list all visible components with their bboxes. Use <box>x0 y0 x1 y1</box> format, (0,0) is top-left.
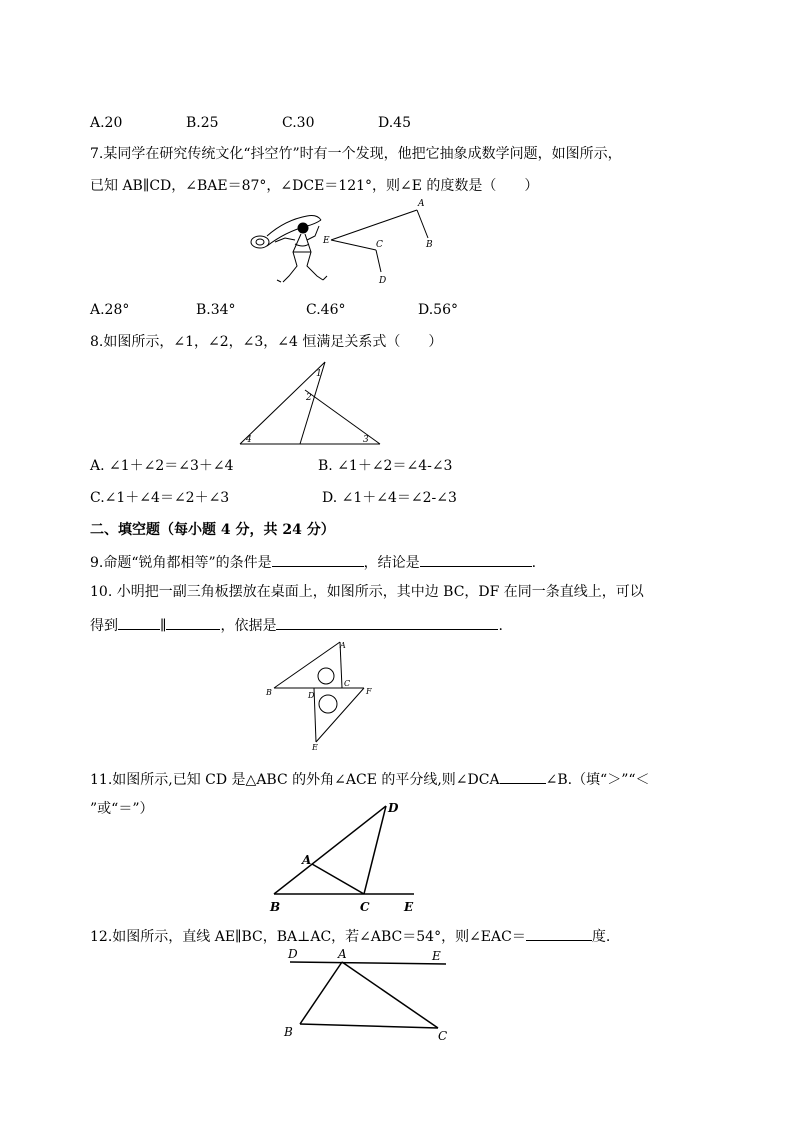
q7-option-b: B.34° <box>196 302 236 318</box>
q8-option-c: C.∠1＋∠4＝∠2＋∠3 <box>90 490 230 506</box>
q8-option-d: D. ∠1＋∠4＝∠2-∠3 <box>322 490 457 506</box>
q9-text-condition: 9.命题“锐角都相等”的条件是 <box>90 555 272 571</box>
q8-angle-1-label: 1 <box>316 369 322 379</box>
q6-option-a: A.20 <box>90 115 123 131</box>
q7-label-c: C <box>376 240 383 250</box>
q7-stem-line2: 已知 AB∥CD，∠BAE＝87°，∠DCE＝121°，则∠E 的度数是（ ） <box>90 178 539 194</box>
q12-label-b: B <box>284 1025 293 1039</box>
q6-option-d: D.45 <box>378 115 411 131</box>
q11-stem-line1 <box>90 768 650 790</box>
q10-label-e: E <box>312 743 318 752</box>
q8-figure <box>230 358 390 450</box>
q12-label-e: E <box>432 949 441 963</box>
kongzhu-performer-illustration <box>251 216 327 283</box>
q8-angle-2-label: 2 <box>306 393 312 403</box>
q10-text-basis: ，依据是 <box>220 618 277 634</box>
q11-label-a: A <box>302 853 312 867</box>
q12-label-c: C <box>438 1029 448 1043</box>
q10-parallel-symbol: ∥ <box>160 618 167 634</box>
q12-text: 12.如图所示，直线 AE∥BC，BA⊥AC，若∠ABC＝54°，则∠EAC＝ <box>90 929 526 945</box>
q12-blank[interactable] <box>526 925 592 941</box>
q10-label-f: F <box>366 687 372 696</box>
q10-figure <box>260 636 380 752</box>
q11-figure <box>266 798 426 916</box>
q10-blank-basis[interactable] <box>276 614 498 630</box>
q7-label-b: B <box>426 240 433 250</box>
q8-stem: 8.如图所示，∠1，∠2，∠3，∠4 恒满足关系式（ ） <box>90 334 443 350</box>
q11-text-fill-hint: ∠B.（填“＞”“＜ <box>545 772 650 788</box>
q11-stem-line2: ”或“＝”） <box>90 801 154 817</box>
q10-label-d: D <box>308 691 315 700</box>
q9-blank-conclusion[interactable] <box>420 551 532 567</box>
q7-option-d: D.56° <box>418 302 458 318</box>
q7-option-a: A.28° <box>90 302 130 318</box>
q12-text-unit: 度. <box>591 929 611 945</box>
q12-figure <box>282 944 458 1044</box>
q11-label-e: E <box>404 900 414 914</box>
q12-label-d: D <box>288 947 298 961</box>
q7-stem-line1: 7.某同学在研究传统文化“抖空竹”时有一个发现，他把它抽象成数学问题，如图所示， <box>90 146 622 162</box>
q10-label-c: C <box>344 679 351 688</box>
q10-blank-line1[interactable] <box>118 614 160 630</box>
q10-label-b: B <box>266 688 272 697</box>
section-2-heading: 二、填空题（每小题 4 分，共 24 分） <box>90 522 335 538</box>
q10-blank-line2[interactable] <box>166 614 220 630</box>
q9-period: . <box>531 555 537 571</box>
q11-label-c: C <box>360 900 370 914</box>
q7-label-e: E <box>323 236 330 246</box>
q11-blank[interactable] <box>500 768 546 784</box>
q11-label-b: B <box>270 900 281 914</box>
q7-label-a: A <box>418 199 425 209</box>
q9-text-conclusion: ，结论是 <box>363 555 420 571</box>
q11-label-d: D <box>388 801 399 815</box>
q7-figure <box>245 196 445 296</box>
q9-line <box>90 551 536 573</box>
q6-option-b: B.25 <box>186 115 219 131</box>
q10-text-get: 得到 <box>90 618 118 634</box>
q12-label-a: A <box>338 947 347 961</box>
q8-angle-3-label: 3 <box>363 435 369 445</box>
q11-text: 11.如图所示,已知 CD 是△ABC 的外角∠ACE 的平分线,则∠DCA <box>90 772 500 788</box>
q10-stem-line1: 10. 小明把一副三角板摆放在桌面上，如图所示，其中边 BC，DF 在同一条直线上，可以 <box>90 584 644 600</box>
q9-blank-condition[interactable] <box>272 551 364 567</box>
q7-label-d: D <box>379 276 387 286</box>
q10-label-a: A <box>340 641 346 650</box>
q6-option-c: C.30 <box>282 115 315 131</box>
q8-angle-4-label: 4 <box>246 435 252 445</box>
q10-period: . <box>498 618 503 634</box>
q8-option-a: A. ∠1＋∠2＝∠3＋∠4 <box>90 458 234 474</box>
q10-stem-line2 <box>90 614 503 636</box>
q8-option-b: B. ∠1＋∠2＝∠4-∠3 <box>318 458 453 474</box>
q7-option-c: C.46° <box>306 302 346 318</box>
